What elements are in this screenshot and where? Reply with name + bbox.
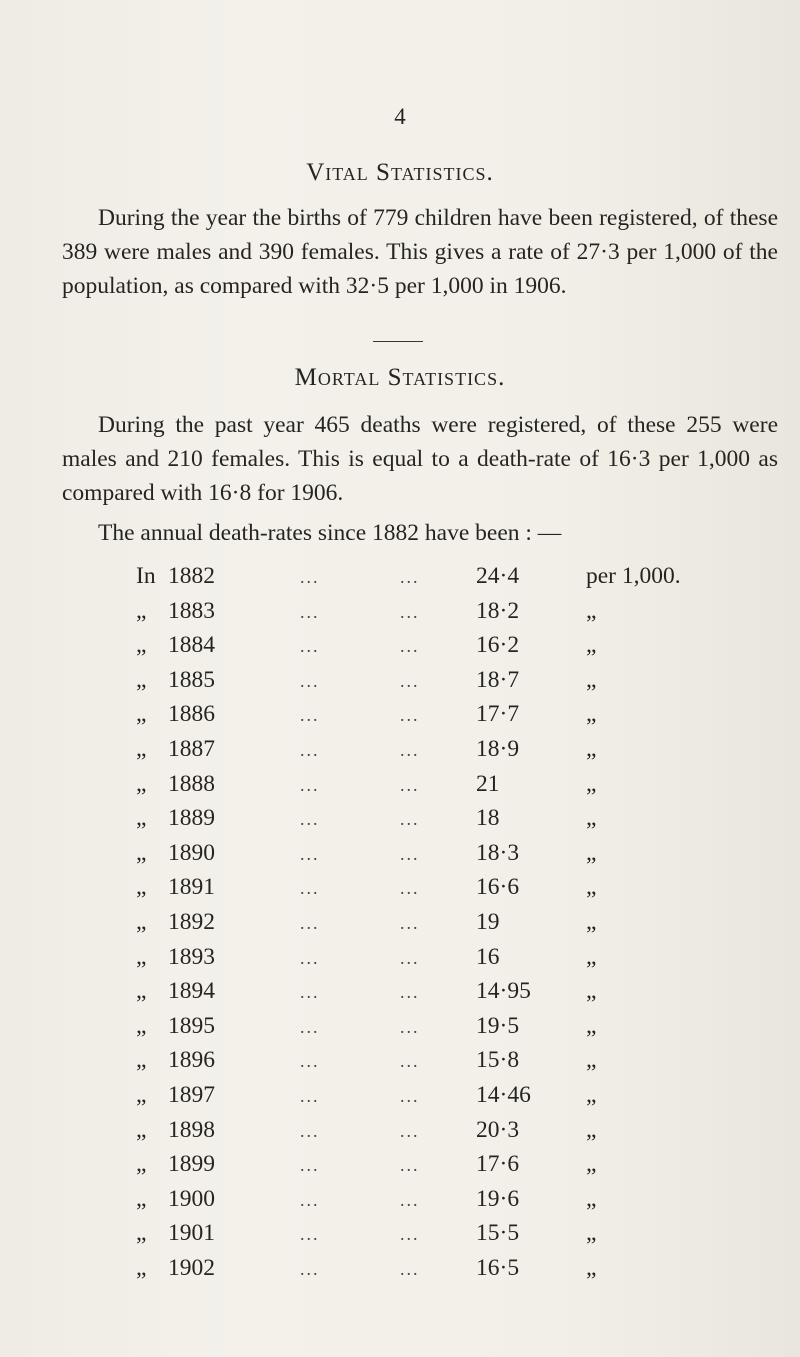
row-prefix: „ xyxy=(136,909,147,935)
row-leader-dots: ... xyxy=(400,1224,420,1245)
row-rate: 15·8 xyxy=(476,1047,520,1074)
row-rate: 18·9 xyxy=(476,736,520,762)
row-unit: „ xyxy=(586,1012,597,1039)
row-prefix: „ xyxy=(136,943,147,970)
row-leader-dots: ... xyxy=(400,1051,420,1072)
row-rate: 16·5 xyxy=(476,1255,520,1281)
row-year: 1895 xyxy=(168,1012,215,1039)
row-unit: „ xyxy=(586,1220,597,1247)
row-leader-dots: ... xyxy=(300,601,320,622)
row-rate: 18·7 xyxy=(476,666,520,693)
row-prefix: „ xyxy=(136,1185,147,1212)
death-rate-row xyxy=(0,1013,800,1047)
death-rate-row xyxy=(0,1082,800,1116)
row-prefix: „ xyxy=(136,666,147,693)
row-unit: „ xyxy=(586,597,597,624)
row-prefix: „ xyxy=(136,1116,147,1143)
row-year: 1896 xyxy=(168,1047,215,1074)
row-year: 1901 xyxy=(168,1220,215,1247)
row-leader-dots: ... xyxy=(300,913,320,933)
death-rate-row xyxy=(0,1220,800,1254)
row-leader-dots: ... xyxy=(300,947,320,968)
row-prefix: „ xyxy=(136,597,147,624)
row-leader-dots: ... xyxy=(300,670,320,691)
row-leader-dots: ... xyxy=(400,670,420,691)
row-unit: „ xyxy=(586,978,597,1005)
row-year: 1900 xyxy=(168,1185,215,1212)
row-unit: „ xyxy=(586,736,597,762)
row-leader-dots: ... xyxy=(400,1155,420,1176)
row-rate: 24·4 xyxy=(476,563,520,589)
row-rate: 19 xyxy=(476,909,500,935)
row-unit: „ xyxy=(586,666,597,693)
row-leader-dots: ... xyxy=(400,636,420,657)
row-unit: „ xyxy=(586,909,597,935)
death-rate-row xyxy=(0,944,800,978)
row-rate: 17·7 xyxy=(476,701,520,728)
page-number: 4 xyxy=(394,104,406,129)
row-leader-dots: ... xyxy=(400,1086,420,1106)
row-unit: „ xyxy=(586,1151,597,1178)
death-rates-table xyxy=(0,563,800,1333)
row-prefix: „ xyxy=(136,1220,147,1247)
death-rate-row xyxy=(0,1186,800,1220)
row-leader-dots: ... xyxy=(400,705,420,726)
row-year: 1890 xyxy=(168,839,215,866)
death-rate-row xyxy=(0,1117,800,1151)
row-prefix: „ xyxy=(136,736,147,762)
row-unit: „ xyxy=(586,874,597,901)
row-leader-dots: ... xyxy=(300,1155,320,1176)
row-leader-dots: ... xyxy=(300,1224,320,1245)
row-prefix: „ xyxy=(136,805,147,832)
row-leader-dots: ... xyxy=(400,1016,420,1037)
row-leader-dots: ... xyxy=(300,1016,320,1037)
row-unit: „ xyxy=(586,1082,597,1108)
mortal-statistics-paragraph: During the past year 465 deaths were registered, of these 255 were males and 210 females. This is equal to a death-rate of 16·3 per 1,000 as compared with 16·8 for 1906. xyxy=(62,412,778,506)
row-year: 1884 xyxy=(168,632,215,659)
death-rate-row xyxy=(0,874,800,908)
row-year: 1894 xyxy=(168,978,215,1005)
row-leader-dots: ... xyxy=(400,567,420,587)
row-unit: „ xyxy=(586,1047,597,1074)
row-rate: 14·46 xyxy=(476,1082,531,1108)
row-rate: 15·5 xyxy=(476,1220,520,1247)
row-prefix: „ xyxy=(136,1047,147,1074)
death-rate-row xyxy=(0,632,800,666)
row-leader-dots: ... xyxy=(300,567,320,587)
row-year: 1897 xyxy=(168,1082,215,1108)
row-leader-dots: ... xyxy=(400,947,420,968)
row-unit: „ xyxy=(586,839,597,866)
death-rate-row xyxy=(0,563,800,597)
row-year: 1887 xyxy=(168,736,215,762)
row-leader-dots: ... xyxy=(300,740,320,760)
row-leader-dots: ... xyxy=(400,982,420,1003)
death-rate-row xyxy=(0,598,800,632)
row-year: 1885 xyxy=(168,666,215,693)
row-prefix: „ xyxy=(136,1012,147,1039)
row-leader-dots: ... xyxy=(300,1120,320,1141)
row-leader-dots: ... xyxy=(300,705,320,726)
row-leader-dots: ... xyxy=(400,1120,420,1141)
mortal-statistics-heading: Mortal Statistics. xyxy=(294,364,506,391)
row-year: 1899 xyxy=(168,1151,215,1178)
row-leader-dots: ... xyxy=(400,740,420,760)
row-rate: 18 xyxy=(476,805,500,832)
row-prefix: „ xyxy=(136,1082,147,1108)
death-rate-row xyxy=(0,1255,800,1289)
row-leader-dots: ... xyxy=(400,843,420,864)
row-leader-dots: ... xyxy=(400,601,420,622)
row-unit: „ xyxy=(586,632,597,659)
row-rate: 21 xyxy=(476,770,500,797)
row-leader-dots: ... xyxy=(400,774,420,795)
row-leader-dots: ... xyxy=(300,774,320,795)
row-unit: „ xyxy=(586,943,597,970)
death-rate-row xyxy=(0,771,800,805)
row-rate: 16·2 xyxy=(476,632,520,659)
row-rate: 14·95 xyxy=(476,978,531,1005)
row-prefix: „ xyxy=(136,1255,147,1281)
row-year: 1902 xyxy=(168,1255,215,1281)
row-year: 1898 xyxy=(168,1116,215,1143)
row-prefix: „ xyxy=(136,874,147,901)
row-unit: „ xyxy=(586,701,597,728)
row-leader-dots: ... xyxy=(300,809,320,830)
row-leader-dots: ... xyxy=(300,1189,320,1210)
row-rate: 20·3 xyxy=(476,1116,520,1143)
death-rate-row xyxy=(0,736,800,770)
row-rate: 19·6 xyxy=(476,1185,520,1212)
row-year: 1886 xyxy=(168,701,215,728)
row-year: 1882 xyxy=(168,563,215,589)
row-prefix: „ xyxy=(136,632,147,659)
row-prefix: „ xyxy=(136,978,147,1005)
row-unit: „ xyxy=(586,805,597,832)
row-year: 1892 xyxy=(168,909,215,935)
row-leader-dots: ... xyxy=(400,913,420,933)
row-leader-dots: ... xyxy=(400,878,420,899)
row-rate: 17·6 xyxy=(476,1151,520,1178)
section-divider xyxy=(373,341,423,342)
death-rates-intro: The annual death-rates since 1882 have been : — xyxy=(98,520,562,546)
row-leader-dots: ... xyxy=(300,843,320,864)
row-rate: 16 xyxy=(476,943,500,970)
death-rate-row xyxy=(0,667,800,701)
row-unit: „ xyxy=(586,1255,597,1281)
death-rate-row xyxy=(0,909,800,943)
death-rate-row xyxy=(0,701,800,735)
row-unit: per 1,000. xyxy=(586,563,681,589)
row-unit: „ xyxy=(586,770,597,797)
row-prefix: „ xyxy=(136,1151,147,1178)
row-year: 1893 xyxy=(168,943,215,970)
row-leader-dots: ... xyxy=(300,636,320,657)
row-year: 1891 xyxy=(168,874,215,901)
death-rate-row xyxy=(0,805,800,839)
row-prefix: „ xyxy=(136,701,147,728)
row-unit: „ xyxy=(586,1185,597,1212)
row-rate: 19·5 xyxy=(476,1012,520,1039)
death-rate-row xyxy=(0,1047,800,1081)
death-rate-row xyxy=(0,1151,800,1185)
row-leader-dots: ... xyxy=(300,1051,320,1072)
row-leader-dots: ... xyxy=(400,1259,420,1279)
row-prefix: „ xyxy=(136,839,147,866)
death-rate-row xyxy=(0,978,800,1012)
row-year: 1888 xyxy=(168,770,215,797)
row-leader-dots: ... xyxy=(300,1259,320,1279)
row-leader-dots: ... xyxy=(300,878,320,899)
death-rate-row xyxy=(0,840,800,874)
vital-statistics-paragraph: During the year the births of 779 children have been registered, of these 389 were males and 390 females. This gives a rate of 27·3 per 1,000 of the population, as compared with 32·5 per 1,000 in 1906. xyxy=(62,205,778,299)
vital-statistics-heading: Vital Statistics. xyxy=(306,159,494,186)
row-prefix: In xyxy=(136,563,156,589)
row-leader-dots: ... xyxy=(300,982,320,1003)
row-rate: 18·3 xyxy=(476,839,520,866)
row-rate: 18·2 xyxy=(476,597,520,624)
row-prefix: „ xyxy=(136,770,147,797)
row-leader-dots: ... xyxy=(400,1189,420,1210)
row-year: 1889 xyxy=(168,805,215,832)
row-rate: 16·6 xyxy=(476,874,520,901)
row-unit: „ xyxy=(586,1116,597,1143)
row-leader-dots: ... xyxy=(400,809,420,830)
row-year: 1883 xyxy=(168,597,215,624)
row-leader-dots: ... xyxy=(300,1086,320,1106)
